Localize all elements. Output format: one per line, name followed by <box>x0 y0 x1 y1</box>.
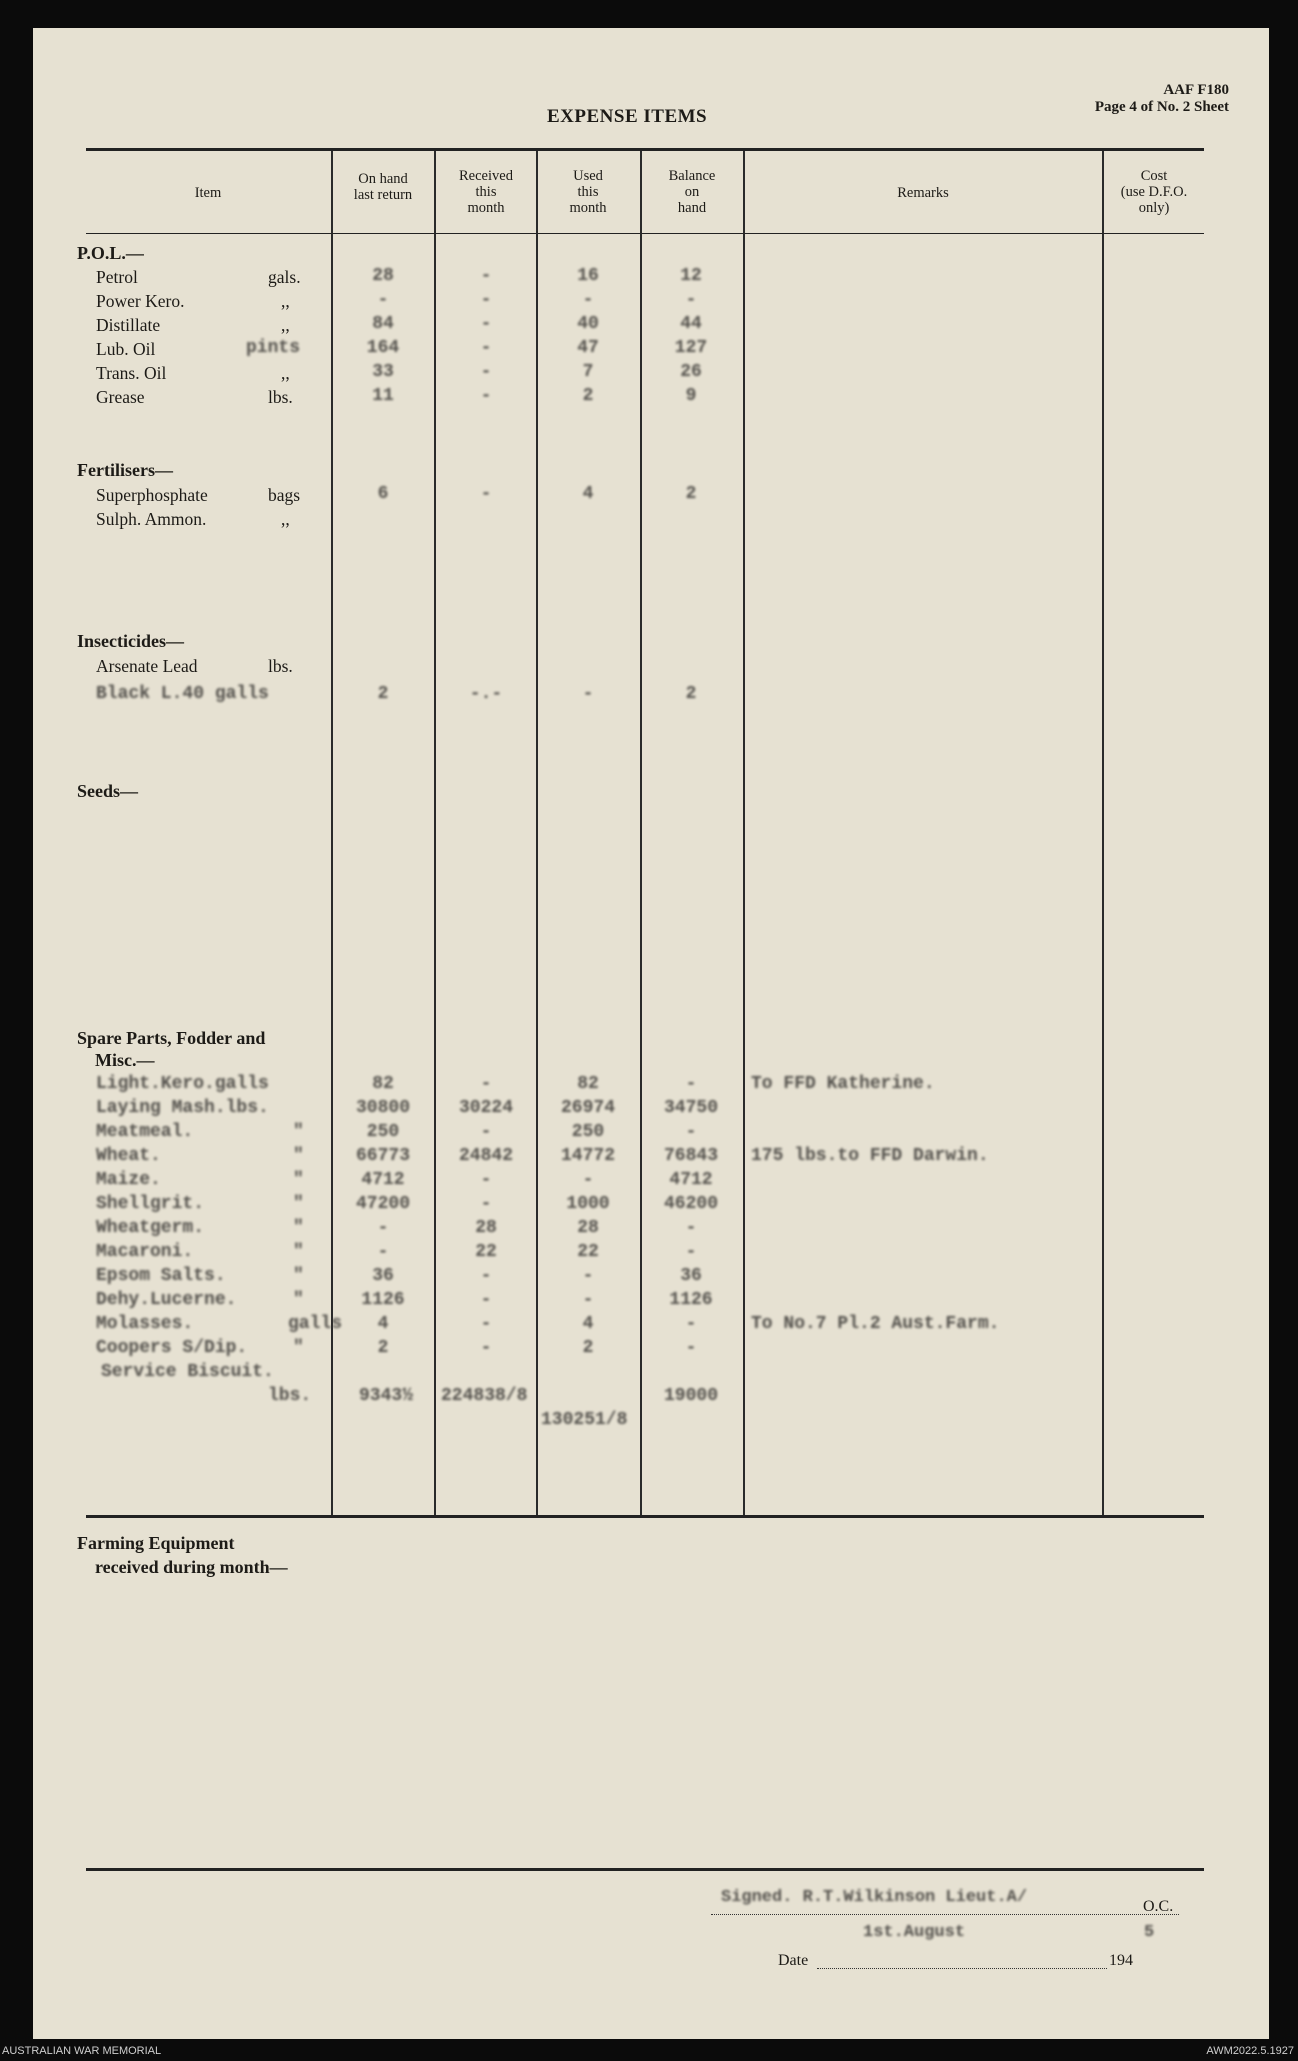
pol-unit: gals. <box>268 267 301 287</box>
spare-used: 250 <box>571 1122 605 1142</box>
form-page: Page 4 of No. 2 Sheet <box>1094 99 1229 115</box>
pol-item: Petrol <box>96 267 138 287</box>
date-line <box>817 1968 1107 1969</box>
spare-balance: 46200 <box>663 1194 718 1214</box>
spare-received: - <box>480 1074 492 1094</box>
spare-on-hand: 4712 <box>361 1170 405 1190</box>
date-label: Date <box>778 1952 809 1969</box>
section-insecticides-heading: Insecticides— <box>77 631 184 651</box>
pol-on-hand: - <box>377 290 389 310</box>
column-rule-on-hand <box>331 151 333 1515</box>
fertiliser-item: Sulph. Ammon. <box>96 509 207 529</box>
pol-received: - <box>480 266 492 286</box>
spare-used: 82 <box>577 1074 599 1094</box>
col-header-on-hand: On hand last return <box>353 171 413 203</box>
spare-received: - <box>480 1338 492 1358</box>
col-header-cost: Cost (use D.F.O. only) <box>1120 168 1188 216</box>
spare-item: Meatmeal. <box>96 1122 194 1142</box>
spare-unit: galls <box>288 1314 343 1334</box>
spare-used: 1000 <box>566 1194 610 1214</box>
pol-item: Power Kero. <box>96 291 185 311</box>
equipment-heading-2: received during month— <box>95 1557 288 1577</box>
col-header-item: Item <box>194 185 222 201</box>
spare-on-hand: 82 <box>372 1074 394 1094</box>
pol-unit: ,, <box>281 291 290 311</box>
spare-on-hand: 47200 <box>355 1194 410 1214</box>
pol-unit: ,, <box>281 363 290 383</box>
spare-remarks: To No.7 Pl.2 Aust.Farm. <box>751 1314 1000 1334</box>
spare-on-hand: 1126 <box>361 1290 405 1310</box>
equipment-heading: Farming Equipment <box>77 1533 235 1553</box>
spare-balance: - <box>685 1218 697 1238</box>
spare-used: 2 <box>582 1338 594 1358</box>
pol-unit: ,, <box>281 315 290 335</box>
pol-item: Trans. Oil <box>96 363 167 383</box>
spare-used: 22 <box>577 1242 599 1262</box>
biscuit-balance: 19000 <box>663 1386 718 1406</box>
spare-on-hand: 30800 <box>355 1098 410 1118</box>
pol-on-hand: 28 <box>372 266 394 286</box>
form-code: AAF F180 <box>1163 82 1229 98</box>
spare-used: 14772 <box>560 1146 615 1166</box>
spare-unit: " <box>293 1194 304 1214</box>
fertiliser-received: - <box>480 484 492 504</box>
year-typed: 5 <box>1144 1923 1155 1942</box>
spare-used: 26974 <box>560 1098 615 1118</box>
spare-received: - <box>480 1194 492 1214</box>
spare-received: 28 <box>475 1218 497 1238</box>
pol-received: - <box>480 314 492 334</box>
pol-used: - <box>582 290 594 310</box>
spare-item: Wheat. <box>96 1146 161 1166</box>
pol-balance: - <box>685 290 697 310</box>
insecticide-item: Arsenate Lead <box>96 656 198 676</box>
spare-balance: 34750 <box>663 1098 718 1118</box>
pol-balance: 9 <box>685 386 697 406</box>
pol-received: - <box>480 386 492 406</box>
pol-item: Grease <box>96 387 145 407</box>
spare-unit: " <box>293 1146 304 1166</box>
oc-label: O.C. <box>1143 1898 1174 1915</box>
spare-item: Molasses. <box>96 1314 194 1334</box>
spare-received: - <box>480 1290 492 1310</box>
spare-unit: " <box>293 1242 304 1262</box>
section-fertilisers-heading: Fertilisers— <box>77 460 173 480</box>
pol-on-hand: 84 <box>372 314 394 334</box>
spare-received: - <box>480 1314 492 1334</box>
table-top-rule <box>86 148 1204 151</box>
footer-right: AWM2022.5.1927 <box>1206 2045 1294 2057</box>
form-number <box>1095 82 1229 116</box>
spare-item: Wheatgerm. <box>96 1218 205 1238</box>
col-header-used: Used this month <box>569 168 607 216</box>
pol-item: Distillate <box>96 315 161 335</box>
spare-balance: - <box>685 1122 697 1142</box>
section-pol-heading: P.O.L.— <box>77 243 144 263</box>
biscuit-on-hand: 9343½ <box>358 1386 413 1406</box>
spare-unit: " <box>293 1218 304 1238</box>
spare-balance: 76843 <box>663 1146 718 1166</box>
section-seeds-heading: Seeds— <box>77 781 139 801</box>
insecticide-balance: 2 <box>685 684 697 704</box>
pol-on-hand: 33 <box>372 362 394 382</box>
pol-on-hand: 11 <box>372 386 394 406</box>
biscuit-received: 224838/8 <box>441 1386 528 1406</box>
fertiliser-balance: 2 <box>685 484 697 504</box>
spare-on-hand: - <box>377 1218 389 1238</box>
spare-on-hand: 2 <box>377 1338 389 1358</box>
spare-used: 28 <box>577 1218 599 1238</box>
table-bottom-rule <box>86 1515 1204 1518</box>
column-rule-cost <box>1102 151 1104 1515</box>
spare-remarks: 175 lbs.to FFD Darwin. <box>751 1146 989 1166</box>
pol-balance: 44 <box>680 314 702 334</box>
pol-used: 2 <box>582 386 594 406</box>
insecticide-received: -.- <box>469 684 503 704</box>
section-spares-heading-2: Misc.— <box>95 1050 155 1070</box>
col-header-remarks: Remarks <box>897 185 949 201</box>
biscuit-used: 130251/8 <box>541 1410 628 1430</box>
insecticide-unit: lbs. <box>268 656 293 676</box>
pol-item: Lub. Oil <box>96 339 156 359</box>
signature-rule <box>86 1868 1204 1871</box>
pol-used: 16 <box>577 266 599 286</box>
spare-used: 4 <box>582 1314 594 1334</box>
column-rule-received <box>434 151 436 1515</box>
column-rule-remarks <box>743 151 745 1515</box>
spare-balance: - <box>685 1338 697 1358</box>
spare-on-hand: - <box>377 1242 389 1262</box>
spare-item: Shellgrit. <box>96 1194 205 1214</box>
pol-used: 40 <box>577 314 599 334</box>
pol-used: 7 <box>582 362 594 382</box>
spare-item: Maize. <box>96 1170 161 1190</box>
pol-on-hand: 164 <box>366 338 400 358</box>
pol-unit: pints <box>246 338 301 358</box>
spare-unit: " <box>293 1122 304 1142</box>
spare-balance: 36 <box>680 1266 702 1286</box>
col-header-balance: Balance on hand <box>668 168 716 216</box>
spare-unit: " <box>293 1266 304 1286</box>
spare-on-hand: 4 <box>377 1314 389 1334</box>
biscuit-item: Service Biscuit. <box>101 1362 274 1382</box>
spare-item: Macaroni. <box>96 1242 194 1262</box>
section-spares-heading: Spare Parts, Fodder and <box>77 1028 266 1048</box>
fertiliser-item: Superphosphate <box>96 485 208 505</box>
spare-balance: 4712 <box>669 1170 713 1190</box>
spare-unit: " <box>293 1170 304 1190</box>
insecticide-used: - <box>582 684 594 704</box>
spare-used: - <box>582 1266 594 1286</box>
spare-used: - <box>582 1170 594 1190</box>
spare-item: Laying Mash.lbs. <box>96 1098 269 1118</box>
pol-balance: 26 <box>680 362 702 382</box>
spare-on-hand: 250 <box>366 1122 400 1142</box>
spare-unit: " <box>293 1290 304 1310</box>
spare-received: - <box>480 1170 492 1190</box>
pol-balance: 12 <box>680 266 702 286</box>
spare-remarks: To FFD Katherine. <box>751 1074 935 1094</box>
insecticide-on-hand: 2 <box>377 684 389 704</box>
footer-left: AUSTRALIAN WAR MEMORIAL <box>2 2045 162 2057</box>
spare-item: Light.Kero.galls <box>96 1074 269 1094</box>
column-rule-balance <box>640 151 642 1515</box>
signature-typed: Signed. R.T.Wilkinson Lieut.A/ <box>721 1888 1028 1907</box>
spare-item: Coopers S/Dip. <box>96 1338 248 1358</box>
spare-on-hand: 66773 <box>355 1146 410 1166</box>
spare-received: 24842 <box>458 1146 513 1166</box>
spare-balance: - <box>685 1074 697 1094</box>
pol-unit: lbs. <box>268 387 293 407</box>
page-title: EXPENSE ITEMS <box>547 106 708 127</box>
spare-received: 30224 <box>458 1098 513 1118</box>
signature-line <box>711 1914 1179 1915</box>
spare-balance: - <box>685 1242 697 1262</box>
pol-received: - <box>480 290 492 310</box>
spare-received: - <box>480 1266 492 1286</box>
header-bottom-rule <box>86 233 1204 234</box>
spare-unit: " <box>293 1338 304 1358</box>
spare-used: - <box>582 1290 594 1310</box>
column-rule-used <box>536 151 538 1515</box>
spare-item: Dehy.Lucerne. <box>96 1290 237 1310</box>
insecticide-item: Black L.40 galls <box>96 684 269 704</box>
col-header-received: Received this month <box>459 168 513 216</box>
spare-on-hand: 36 <box>372 1266 394 1286</box>
fertiliser-on-hand: 6 <box>377 484 389 504</box>
spare-item: Epsom Salts. <box>96 1266 226 1286</box>
pol-received: - <box>480 362 492 382</box>
spare-balance: 1126 <box>669 1290 713 1310</box>
year-label: 194 <box>1109 1952 1133 1969</box>
pol-used: 47 <box>577 338 599 358</box>
fertiliser-unit: ,, <box>281 509 290 529</box>
spare-received: 22 <box>475 1242 497 1262</box>
pol-received: - <box>480 338 492 358</box>
fertiliser-used: 4 <box>582 484 594 504</box>
date-typed: 1st.August <box>863 1923 966 1942</box>
spare-received: - <box>480 1122 492 1142</box>
form-sheet <box>33 28 1269 2039</box>
pol-balance: 127 <box>674 338 708 358</box>
fertiliser-unit: bags <box>268 485 301 505</box>
biscuit-unit: lbs. <box>268 1386 312 1406</box>
spare-balance: - <box>685 1314 697 1334</box>
